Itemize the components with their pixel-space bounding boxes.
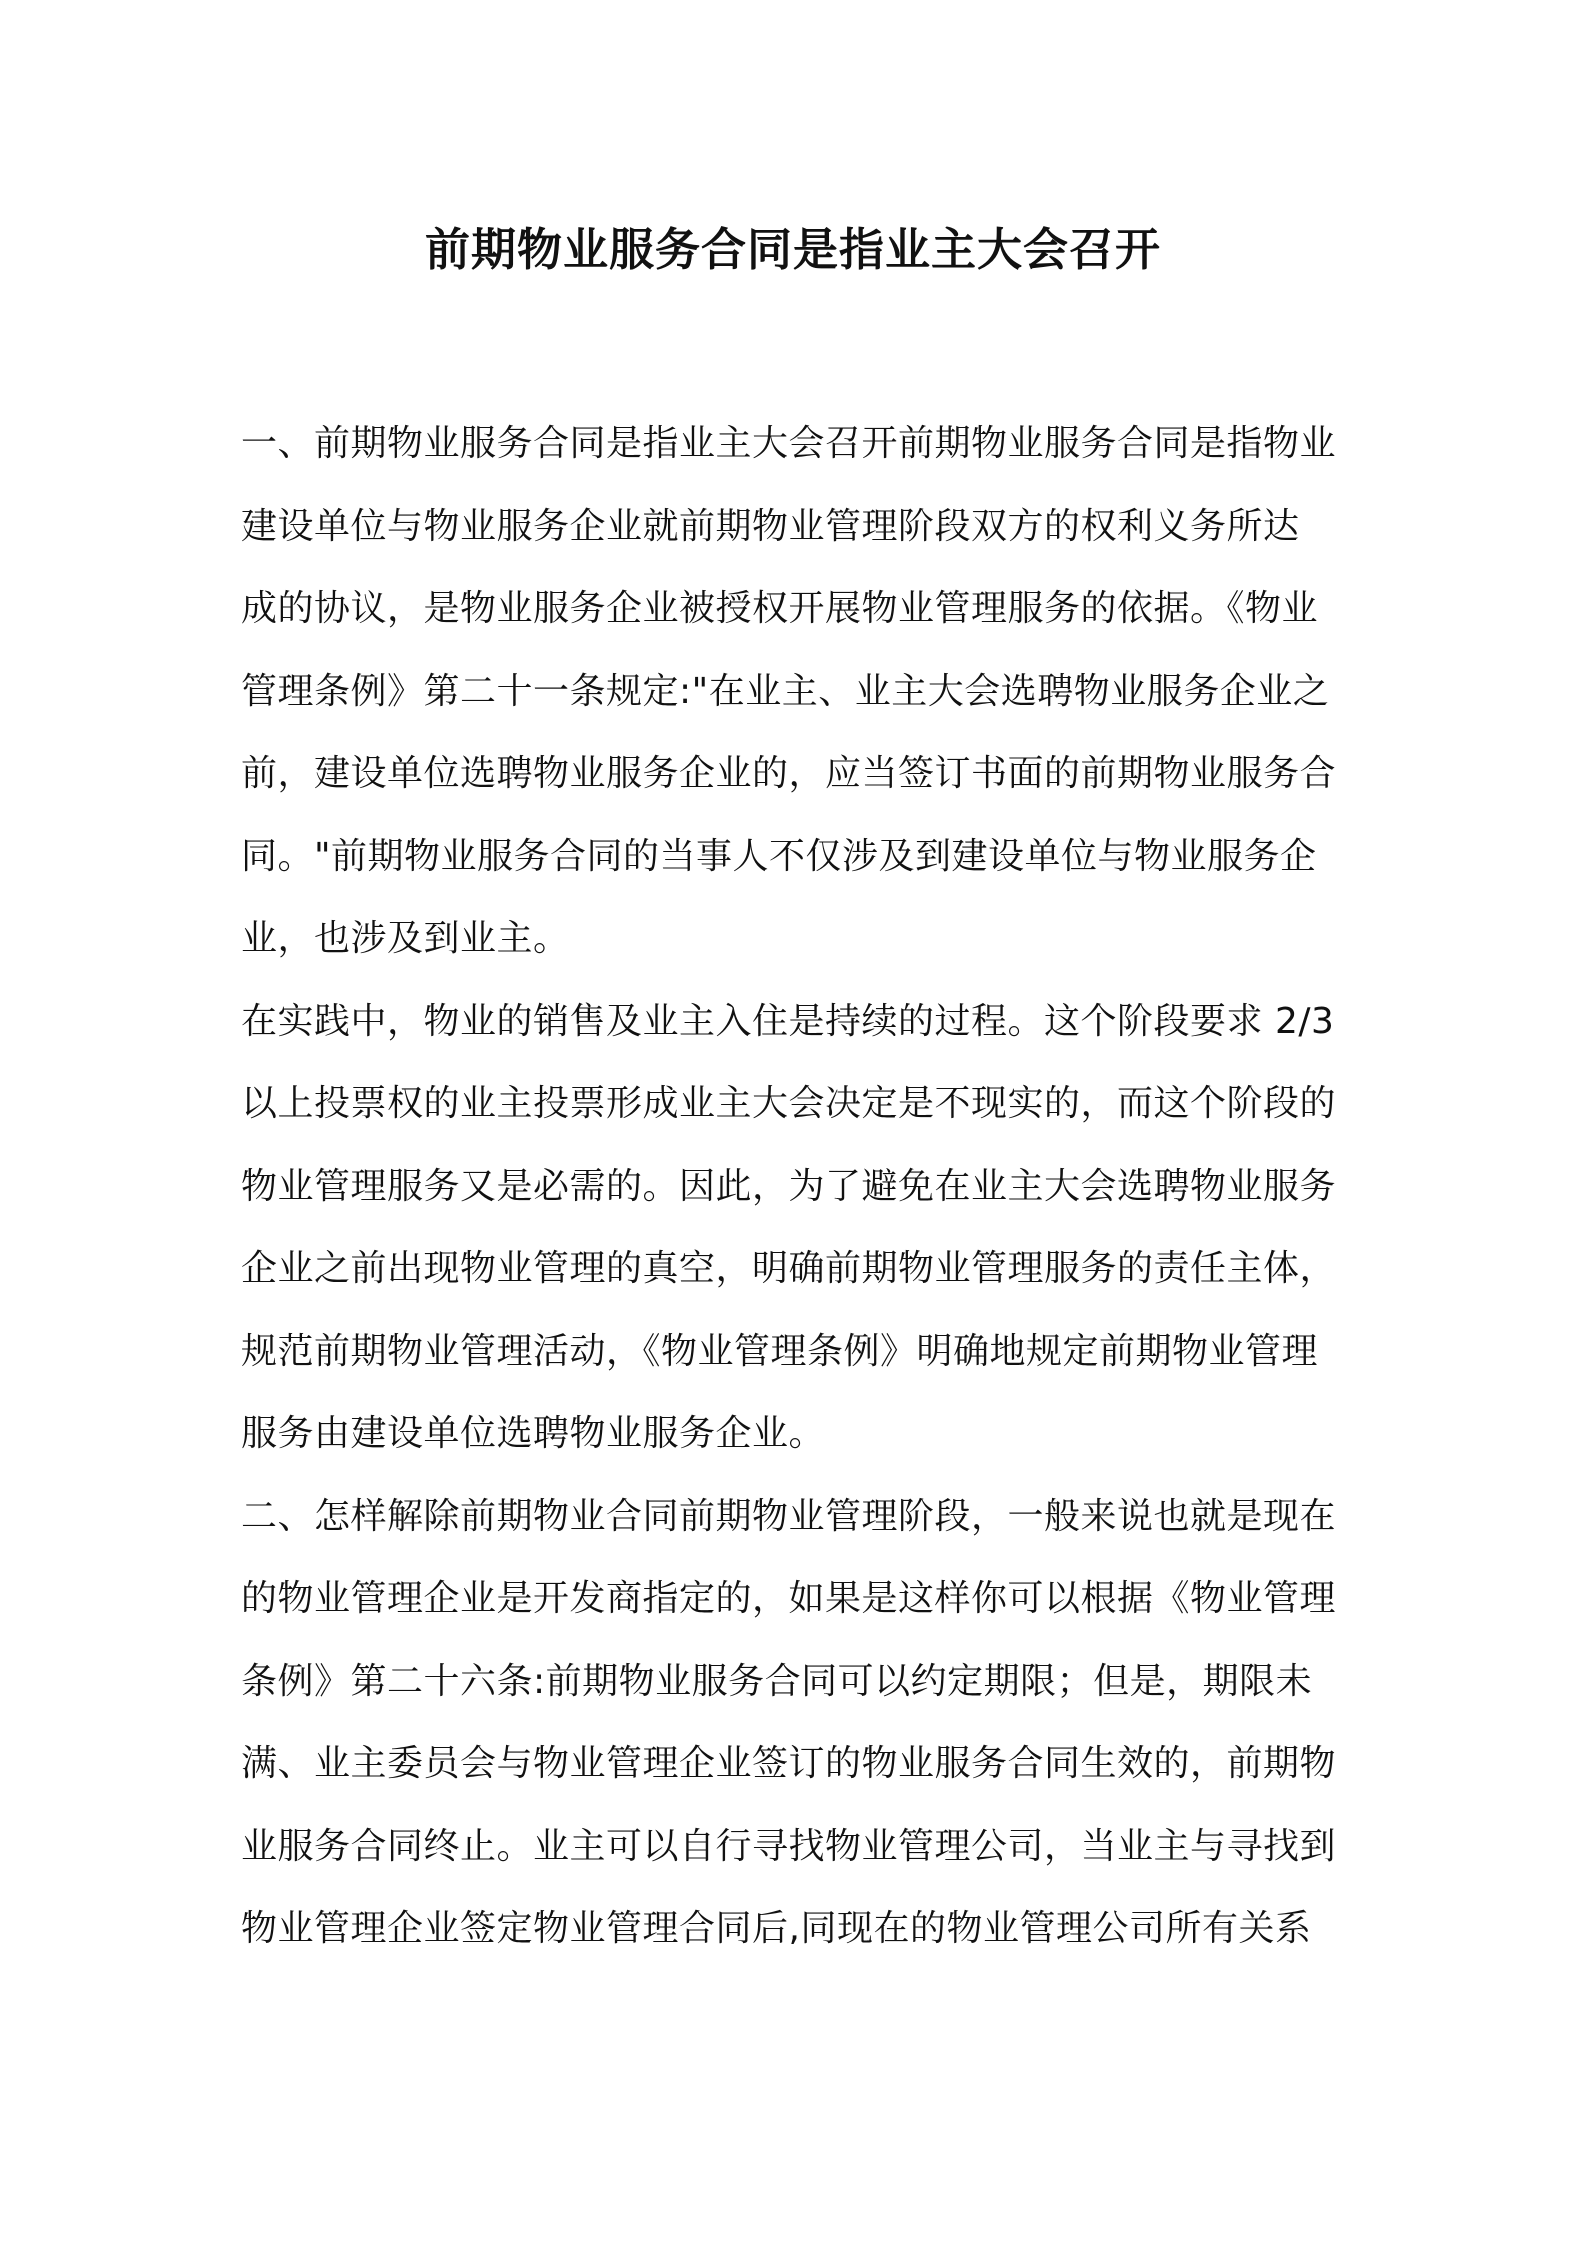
text-line: 一、前期物业服务合同是指业主大会召开前期物业服务合同是指物业 (241, 423, 1337, 464)
document-title: 前期物业服务合同是指业主大会召开 (424, 223, 1161, 276)
text-line: 物业管理企业签定物业管理合同后,同现在的物业管理公司所有关系 (241, 1908, 1312, 1949)
text-line: 满、业主委员会与物业管理企业签订的物业服务合同生效的，前期物 (241, 1743, 1337, 1784)
text-line: 同。"前期物业服务合同的当事人不仅涉及到建设单位与物业服务企 (241, 835, 1317, 877)
document-body (241, 403, 1349, 1971)
text-line: 在实践中，物业的销售及业主入住是持续的过程。这个阶段要求 2/3 (241, 1000, 1335, 1042)
text-line: 前，建设单位选聘物业服务企业的，应当签订书面的前期物业服务合 (241, 753, 1337, 794)
text-line: 业服务合同终止。业主可以自行寻找物业管理公司，当业主与寻找到 (241, 1825, 1337, 1867)
paragraph-2 (241, 981, 1349, 1476)
text-line: 建设单位与物业服务企业就前期物业管理阶段双方的权利义务所达 (241, 505, 1300, 547)
paragraph-3 (241, 1476, 1349, 1971)
text-line: 以上投票权的业主投票形成业主大会决定是不现实的，而这个阶段的 (241, 1083, 1337, 1124)
text-line: 业，也涉及到业主。 (241, 918, 570, 959)
text-line: 成的协议，是物业服务企业被授权开展物业管理服务的依据。《物业 (241, 588, 1319, 629)
text-line: 二、怎样解除前期物业合同前期物业管理阶段，一般来说也就是现在 (241, 1495, 1337, 1537)
text-line: 的物业管理企业是开发商指定的，如果是这样你可以根据《物业管理 (241, 1578, 1337, 1619)
text-line: 条例》第二十六条:前期物业服务合同可以约定期限；但是，期限未 (241, 1660, 1313, 1702)
text-line: 企业之前出现物业管理的真空，明确前期物业管理服务的责任主体， (241, 1248, 1337, 1289)
text-line: 管理条例》第二十一条规定:"在业主、业主大会选聘物业服务企业之 (241, 670, 1330, 712)
text-line: 物业管理服务又是必需的。因此，为了避免在业主大会选聘物业服务 (241, 1165, 1337, 1207)
text-line: 服务由建设单位选聘物业服务企业。 (241, 1413, 826, 1454)
paragraph-1 (241, 403, 1349, 981)
text-line: 规范前期物业管理活动，《物业管理条例》明确地规定前期物业管理 (241, 1330, 1319, 1372)
